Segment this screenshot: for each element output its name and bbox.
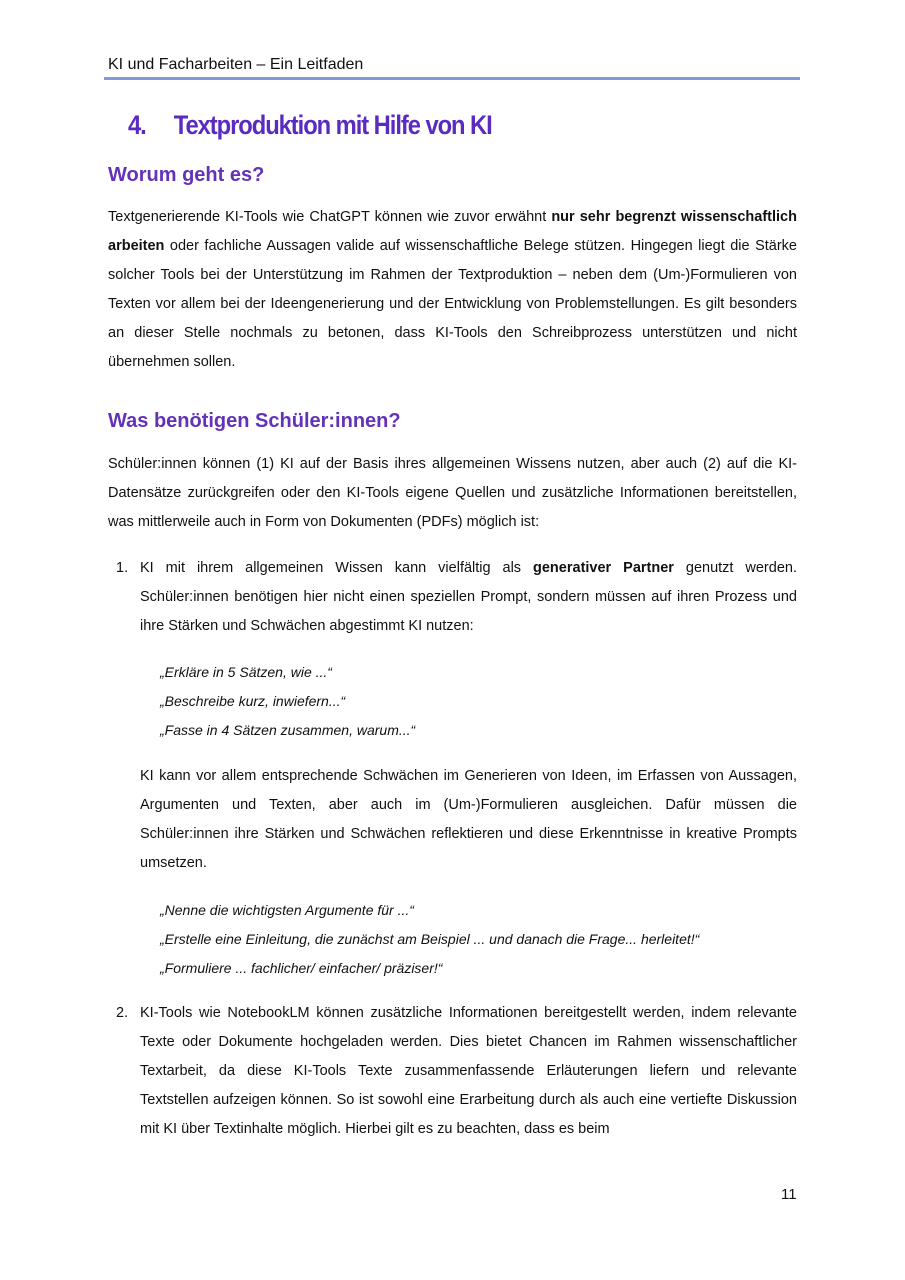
text: KI mit ihrem allgemeinen Wissen kann vielfältig als — [140, 560, 534, 576]
prompt-example: „Erstelle eine Einleitung, die zunächst am Beispiel ... und danach die Frage... herleitet!“ — [160, 931, 700, 947]
text: Textgenerierende KI-Tools wie ChatGPT können wie zuvor erwähnt — [108, 209, 552, 225]
list-item-2: KI-Tools wie NotebookLM können zusätzliche Informationen bereitgestellt werden, indem relevante Texte oder Dokumente hochgeladen werden. Dies bietet Chancen im Rahmen wissenschaftlicher Textarbeit, da diese KI-Tools Texte zusammenfassende Erläuterungen liefern und relevante Textstellen aufzeigen können. So ist sowohl eine Erarbeitung durch als auch eine vertiefte Diskussion mit KI über Textinhalte möglich. Hierbei gilt es zu beachten, dass es beim — [140, 1005, 797, 1137]
prompt-example: „Nenne die wichtigsten Argumente für ...“ — [160, 902, 414, 918]
page-number: 11 — [781, 1186, 797, 1203]
running-header: KI und Facharbeiten – Ein Leitfaden — [108, 56, 364, 73]
chapter-number: 4. — [128, 110, 146, 140]
chapter-heading — [128, 110, 492, 141]
section-heading-worum: Worum geht es? — [108, 164, 265, 186]
chapter-title: Textproduktion mit Hilfe von KI — [173, 110, 492, 140]
bold-text: nur sehr begrenzt wissenschaftlich arbeiten — [108, 209, 797, 254]
prompt-example: „Erkläre in 5 Sätzen, wie ...“ — [160, 664, 332, 680]
section-heading-schueler: Was benötigen Schüler:innen? — [108, 410, 401, 432]
list-item-1 — [140, 554, 797, 641]
prompt-example: „Formuliere ... fachlicher/ einfacher/ präziser!“ — [160, 960, 443, 976]
text: genutzt werden. Schüler:innen benötigen hier nicht einen speziellen Prompt, sondern müssen auf ihren Prozess und ihre Stärken und Schwächen abgestimmt KI nutzen: — [140, 560, 797, 634]
text: oder fachliche Aussagen valide auf wissenschaftliche Belege stützen. Hingegen liegt die Stärke solcher Tools bei der Unterstützung im Rahmen der Textproduktion – neben dem (Um-)Formulieren von Texten vor allem bei der Ideengenerierung und der Entwicklung von Problemstellungen. Es gilt besonders an dieser Stelle nochmals zu betonen, dass KI-Tools den Schreibprozess unterstützen und nicht übernehmen sollen. — [108, 238, 797, 370]
list-number-2: 2. — [116, 1005, 129, 1021]
paragraph-intro — [108, 203, 797, 377]
list-number-1: 1. — [116, 560, 129, 576]
prompt-example: „Fasse in 4 Sätzen zusammen, warum...“ — [160, 722, 416, 738]
list-item-1-paragraph: KI kann vor allem entsprechende Schwächen im Generieren von Ideen, im Erfassen von Aussagen, Argumenten und Texten, aber auch im (Um-)Formulieren ausgleichen. Dafür müssen die Schüler:innen ihre Stärken und Schwächen reflektieren und diese Erkenntnisse in kreative Prompts umsetzen. — [140, 768, 797, 871]
header-rule — [104, 77, 800, 80]
prompt-example: „Beschreibe kurz, inwiefern...“ — [160, 693, 346, 709]
bold-text: generativer Partner — [533, 560, 674, 576]
paragraph-schueler: Schüler:innen können (1) KI auf der Basis ihres allgemeinen Wissens nutzen, aber auch (2) auf die KI-Datensätze zurückgreifen oder den KI-Tools eigene Quellen und zusätzliche Informationen bereitstellen, was mittlerweile auch in Form von Dokumenten (PDFs) möglich ist: — [108, 456, 797, 530]
